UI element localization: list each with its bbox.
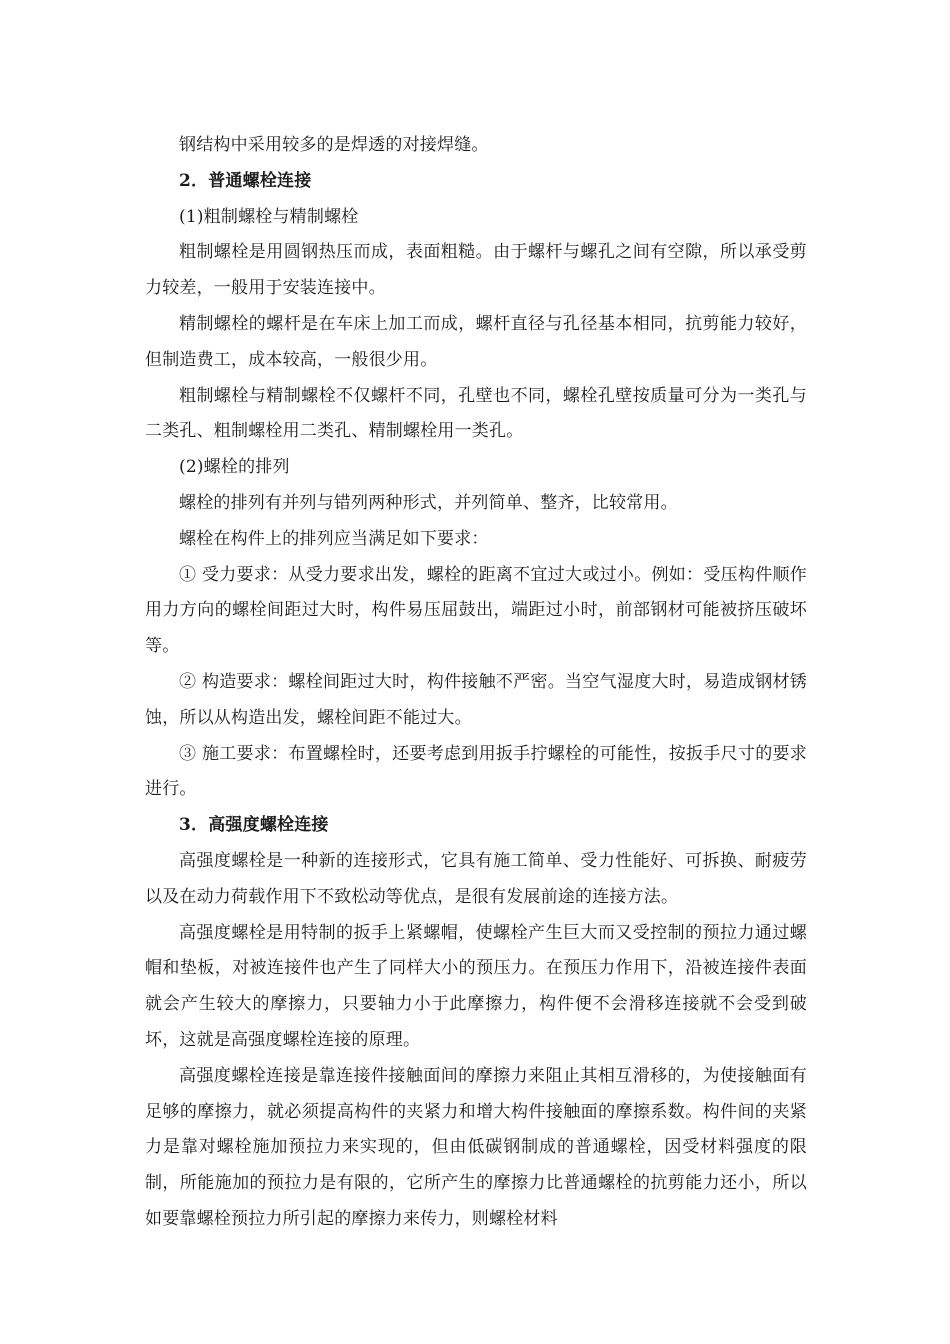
- heading-ordinary-bolt-connection: 2．普通螺栓连接: [179, 170, 312, 191]
- heading-high-strength-bolt-connection: 3．高强度螺栓连接: [179, 815, 329, 836]
- paragraph-fine-bolt: 精制螺栓的螺杆是在车床上加工而成，螺杆直径与孔径基本相同，抗剪能力较好，但制造费工，成本较高，一般很少用。: [145, 313, 807, 370]
- paragraph-rough-bolt: 粗制螺栓是用圆钢热压而成，表面粗糙。由于螺杆与螺孔之间有空隙，所以承受剪力较差，一般用于安装连接中。: [145, 242, 807, 299]
- paragraph-arrangement-requirements: 螺栓在构件上的排列应当满足如下要求：: [179, 528, 489, 549]
- paragraph-high-strength-intro: 高强度螺栓是一种新的连接形式，它具有施工简单、受力性能好、可拆换、耐疲劳以及在动力荷载作用下不致松动等优点，是很有发展前途的连接方法。: [145, 850, 807, 907]
- subheading-rough-and-fine-bolts: (1)粗制螺栓与精制螺栓: [179, 206, 359, 227]
- paragraph-high-strength-principle: 高强度螺栓是用特制的扳手上紧螺帽，使螺栓产生巨大而又受控制的预拉力通过螺帽和垫板，对被连接件也产生了同样大小的预压力。在预压力作用下，沿被连接件表面就会产生较大的摩擦力，只要轴力小于此摩擦力，构件便不会滑移连接就不会受到破坏，这就是高强度螺栓连接的原理。: [145, 922, 807, 1050]
- paragraph-butt-weld-note: 钢结构中采用较多的是焊透的对接焊缝。: [179, 135, 489, 155]
- paragraph-high-strength-friction: 高强度螺栓连接是靠连接件接触面间的摩擦力来阻止其相互滑移的，为使接触面有足够的摩擦力，就必须提高构件的夹紧力和增大构件接触面的摩擦系数。构件间的夹紧力是靠对螺栓施加预拉力来实现的，但由低碳钢制成的普通螺栓，因受材料强度的限制，所能施加的预拉力是有限的，它所产生的摩擦力比普通螺栓的抗剪能力还小，所以如要靠螺栓预拉力所引起的摩擦力来传力，则螺栓材料: [145, 1065, 807, 1229]
- document-page: [145, 128, 807, 1238]
- paragraph-bolt-holes: 粗制螺栓与精制螺栓不仅螺杆不同，孔壁也不同，螺栓孔壁按质量可分为一类孔与二类孔、粗制螺栓用二类孔、精制螺栓用一类孔。: [145, 385, 807, 442]
- paragraph-construction-requirement: ② 构造要求：螺栓间距过大时，构件接触不严密。当空气湿度大时，易造成钢材锈蚀，所以从构造出发，螺栓间距不能过大。: [145, 671, 807, 728]
- paragraph-installation-requirement: ③ 施工要求：布置螺栓时，还要考虑到用扳手拧螺栓的可能性，按扳手尺寸的要求进行。: [145, 743, 807, 800]
- paragraph-arrangement-forms: 螺栓的排列有并列与错列两种形式，并列简单、整齐，比较常用。: [179, 492, 678, 513]
- subheading-bolt-arrangement: (2)螺栓的排列: [179, 457, 290, 478]
- paragraph-force-requirement: ① 受力要求：从受力要求出发，螺栓的距离不宜过大或过小。例如：受压构件顺作用力方向的螺栓间距过大时，构件易压屈鼓出，端距过小时，前部钢材可能被挤压破坏等。: [145, 564, 807, 657]
